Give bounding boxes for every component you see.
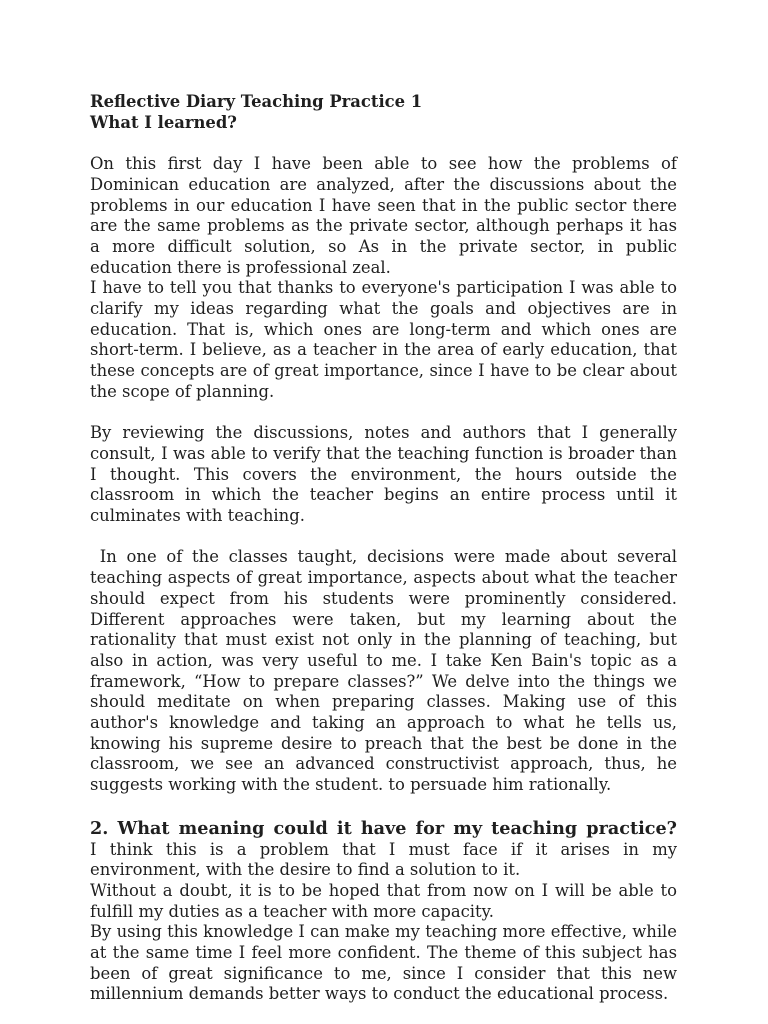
document-title: Reflective Diary Teaching Practice 1 (90, 92, 423, 111)
spacer (90, 133, 677, 154)
paragraph-5: I think this is a problem that I must face if it arises in my environment, with the desire to find a solution to it. (90, 839, 677, 880)
paragraph-3: By reviewing the discussions, notes and authors that I generally consult, I was able to verify that the teaching function is broader than I thought. This covers the environment, the hours outside the classroom in which the teacher begins an entire process until it culminates with teaching. (90, 423, 677, 526)
paragraph-1: On this first day I have been able to see how the problems of Dominican education are analyzed, after the discussions about the problems in our education I have seen that in the public sector there are the same problems as the private sector, although perhaps it has a more difficult solution, so As in the private sector, in public education there is professional zeal. (90, 154, 677, 277)
paragraph-4: In one of the classes taught, decisions were made about several teaching aspects of great importance, aspects about what the teacher should expect from his students were prominently considered. Different approaches were taken, but my learning about the rationality that must exist not only in the planning of teaching, but also in action, was very useful to me. I take Ken Bain's topic as a framework, “How to prepare classes?” We delve into the things we should meditate on when preparing classes. Making use of this author's knowledge and taking an approach to what he tells us, knowing his supreme desire to preach that the best be done in the classroom, we see an advanced constructivist approach, thus, he suggests working with the student. to persuade him rationally. (90, 547, 683, 795)
spacer (90, 527, 677, 548)
section-heading-learned: What I learned? (90, 112, 237, 132)
document-page (90, 92, 683, 1005)
paragraph-2: I have to tell you that thanks to everyone's participation I was able to clarify my ideas regarding what the goals and objectives are in education. That is, which ones are long-term and which ones are short-term. I believe, as a teacher in the area of early education, that these concepts are of great importance, since I have to be clear about the scope of planning. (90, 278, 677, 401)
paragraph-6: Without a doubt, it is to be hoped that from now on I will be able to fulfill my duties as a teacher with more capacity. (90, 880, 677, 921)
spacer (90, 403, 677, 424)
paragraph-7: By using this knowledge I can make my teaching more effective, while at the same time I feel more confident. The theme of this subject has been of great significance to me, since I consider that this new millennium demands better ways to conduct the educational process. (90, 922, 677, 1004)
section-heading-meaning: 2. What meaning could it have for my teaching practice? (90, 817, 677, 839)
spacer (90, 796, 677, 817)
